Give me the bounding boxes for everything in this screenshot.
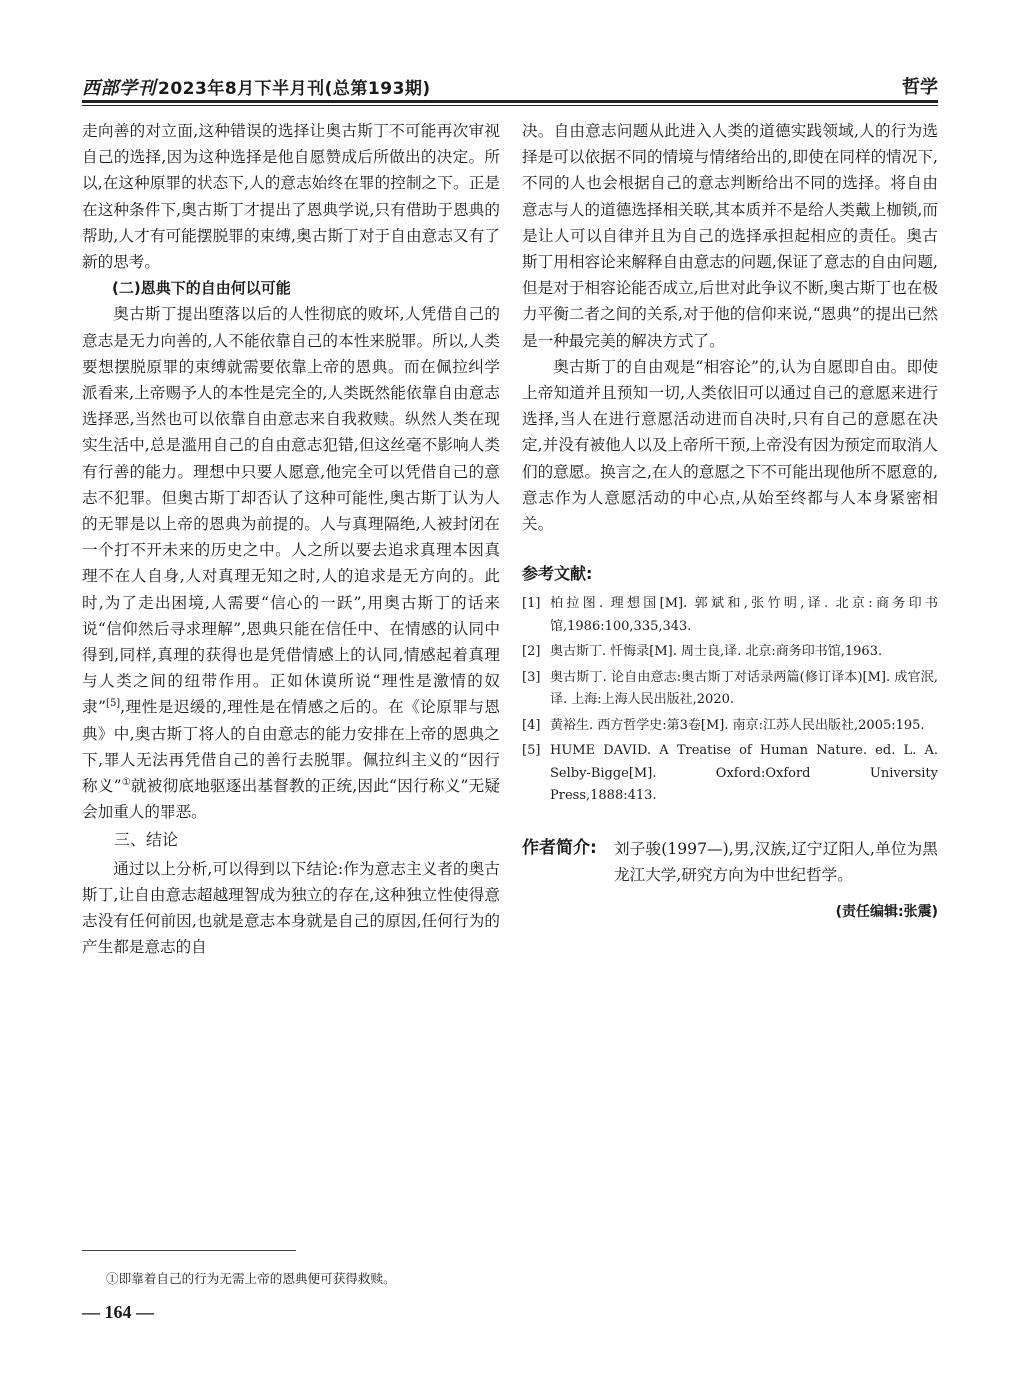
issue-info: 2023年8月下半月刊(总第193期) [158,79,431,99]
right-column [522,118,938,925]
header-rule-thin [82,105,938,106]
paragraph: 奥古斯丁的自由观是“相容论”的,认为自愿即自由。即使上帝知道并且预知一切,人类依旧可以通过自己的意愿来进行选择,当人在进行意愿活动进而自决时,只有自己的意愿在决定,并没有被他人以及上帝所干预,上帝没有因为预定而取消人们的意愿。换言之,在人的意愿之下不可能出现他所不愿意的,意志作为人意愿活动的中心点,从始至终都与人本身紧密相关。 [522,357,938,534]
citation-ref: [5] [106,698,121,710]
reference-item: [2] 奥古斯丁. 忏悔录[M]. 周士良,译. 北京:商务印书馆,1963. [522,644,883,660]
author-bio [522,836,938,889]
references-heading: 参考文献: [522,564,593,584]
left-column [82,118,500,961]
section-heading: 三、结论 [114,830,179,850]
journal-masthead [82,74,431,100]
page-header [82,70,938,104]
author-bio-text: 刘子骏(1997—),男,汉族,辽宁辽阳人,单位为黑龙江大学,研究方向为中世纪哲学。 [614,839,938,885]
footnote-rule [82,1250,296,1251]
section-name: 哲学 [902,77,938,98]
journal-logo: 西部学刊 [82,78,156,99]
paragraph: 通过以上分析,可以得到以下结论:作为意志主义者的奥古斯丁,让自由意志超越理智成为独立的存在,这种独立性使得意志没有任何前因,也就是意志本身就是自己的原因,任何行为的产生都是意志的自 [82,859,500,957]
page-number: — 164 — [82,1302,154,1322]
reference-item: [1] 柏拉图. 理想国[M]. 郭斌和,张竹明,译. 北京:商务印书馆,1986:100,335,343. [522,596,938,634]
reference-item: [4] 黄裕生. 西方哲学史:第3卷[M]. 南京:江苏人民出版社,2005:195. [522,717,925,733]
reference-item: [5] HUME DAVID. A Treatise of Human Nature. ed. L. A. Selby-Bigge[M]. Oxford:Oxford University Press,1888:413. [522,743,938,804]
footnote: ①即靠着自己的行为无需上帝的恩典便可获得救赎。 [106,1271,396,1286]
header-rule [82,100,938,103]
paragraph: 奥古斯丁提出堕落以后的人性彻底的败坏,人凭借自己的意志是无力向善的,人不能依靠自己的本性来脱罪。所以,人类要想摆脱原罪的束缚就需要依靠上帝的恩典。而在佩拉纠学派看来,上帝赐予人的本性是完全的,人类既然能依靠自由意志选择恶,当然也可以依靠自由意志来自我救赎。纵然人类在现实生活中,总是滥用自己的自由意志犯错,但这丝毫不影响人类有行善的能力。理想中只要人愿意,他完全可以凭借自己的意志不犯罪。但奥古斯丁却否认了这种可能性,奥古斯丁认为人的无罪是以上帝的恩典为前提的。人与真理隔绝,人被封闭在一个打不开未来的历史之中。人之所以要去追求真理本因真理不在人自身,人对真理无知之时,人的追求是无方向的。此时,为了走出困境,人需要“信心的一跃”,用奥古斯丁的话来说“信仰然后寻求理解”,恩典只能在信任中、在情感的认同中得到,同样,真理的获得也是凭借情感上的认同,情感起着真理与人类之间的纽带作用。正如休谟所说“理性是激情的奴隶”[5],理性是迟缓的,理性是在情感之后的。在《论原罪与恩典》中,奥古斯丁将人的自由意志的能力安排在上帝的恩典之下,罪人无法再凭借自己的善行去脱罪。佩拉纠主义的“因行称义”①就被彻底地驱逐出基督教的正统,因此“因行称义”无疑会加重人的罪恶。 [82,305,500,822]
subsection-heading: (二)恩典下的自由何以可能 [112,279,291,298]
paragraph: 走向善的对立面,这种错误的选择让奥古斯丁不可能再次审视自己的选择,因为这种选择是他自愿赞成后所做出的决定。所以,在这种原罪的状态下,人的意志始终在罪的控制之下。正是在这种条件下,奥古斯丁才提出了恩典学说,只有借助于恩典的帮助,人才有可能摆脱罪的束缚,奥古斯丁对于自由意志又有了新的思考。 [82,122,500,272]
responsible-editor: (责任编辑:张震) [835,903,938,920]
reference-item: [3] 奥古斯丁. 论自由意志:奥古斯丁对话录两篇(修订译本)[M]. 成官泯,译. 上海:上海人民出版社,2020. [522,669,938,708]
paragraph: 决。自由意志问题从此进入人类的道德实践领域,人的行为选择是可以依据不同的情境与情绪给出的,即使在同样的情况下,不同的人也会根据自己的意志判断给出不同的选择。将自由意志与人的道德选择相关联,其本质并不是给人类戴上枷锁,而是让人可以自律并且为自己的选择承担起相应的责任。奥古斯丁用相容论来解释自由意志的问题,保证了意志的自由问题,但是对于相容论能否成立,后世对此争议不断,奥古斯丁也在极力平衡二者之间的关系,对于他的信仰来说,“恩典”的提出已然是一种最完美的解决方式了。 [522,122,938,350]
author-bio-label: 作者简介: [522,837,597,858]
footnote-marker: ① [121,776,131,788]
